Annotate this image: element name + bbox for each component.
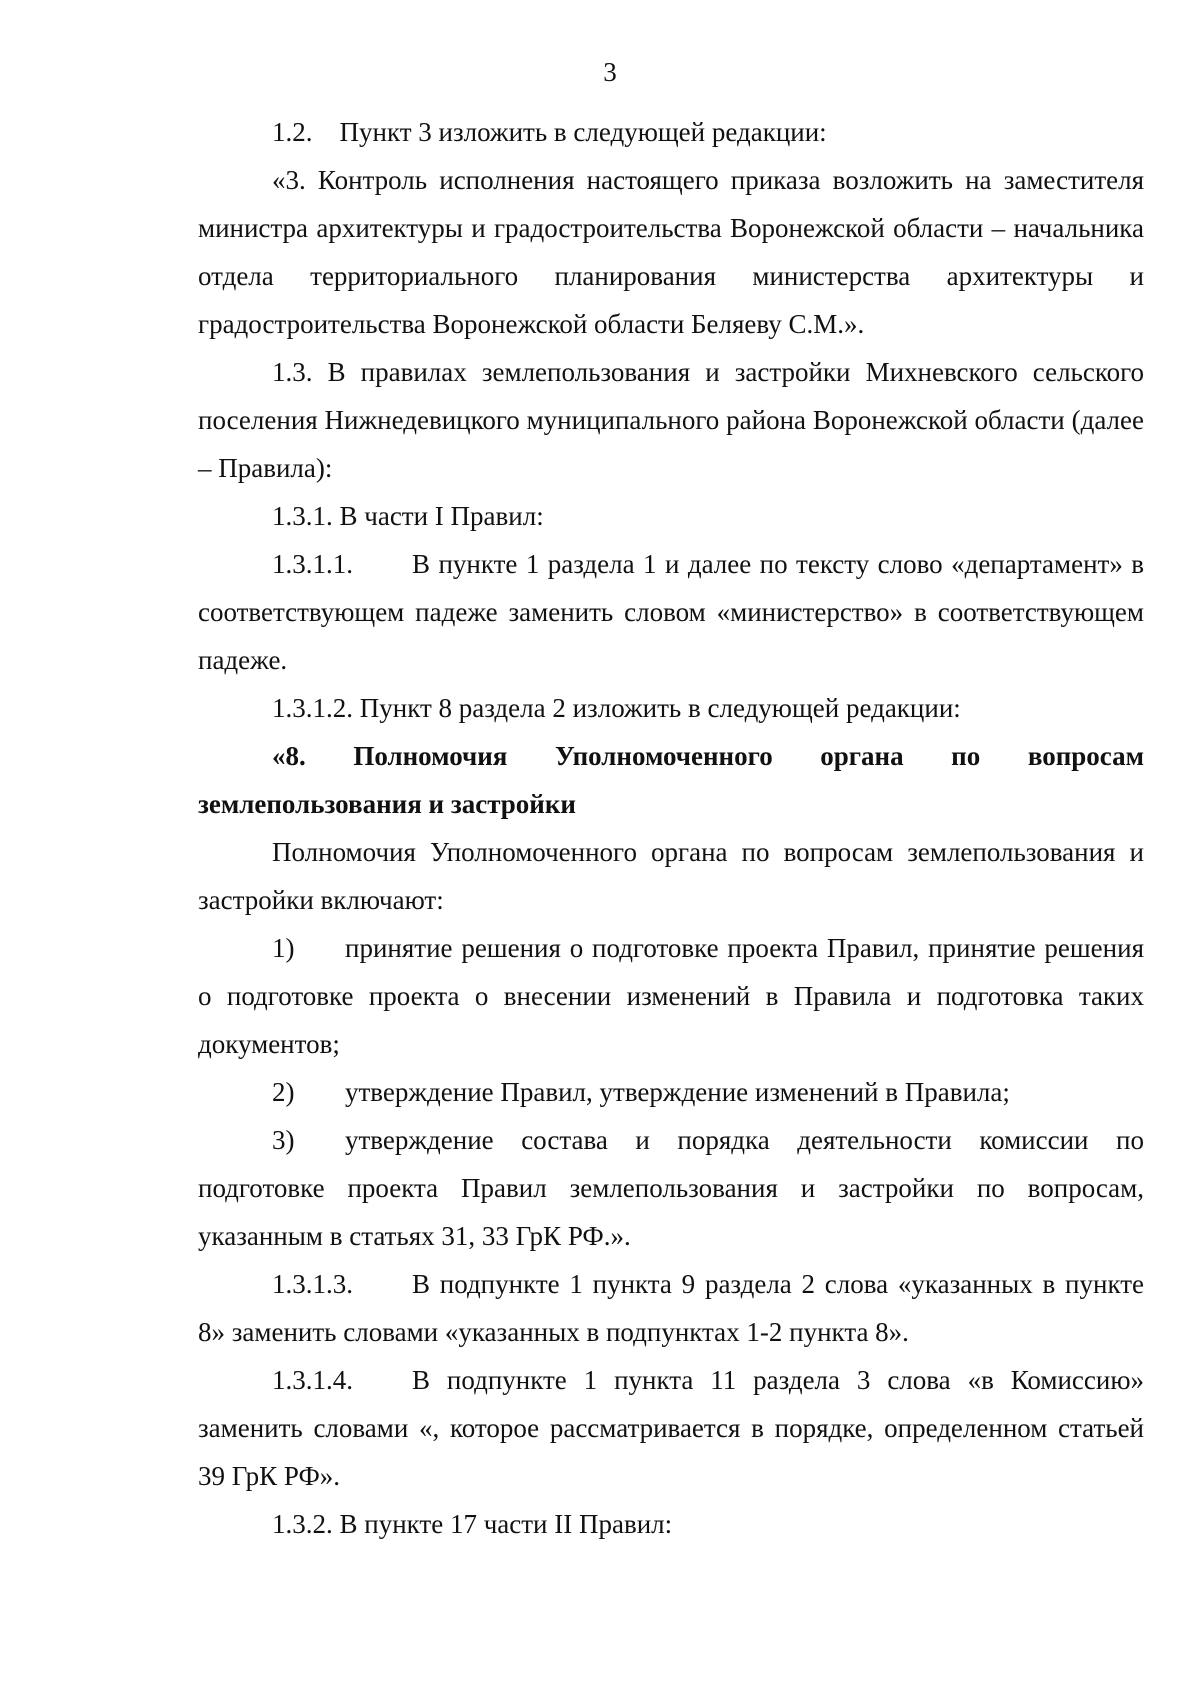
- paragraph-powers-intro: Полномочия Уполномоченного органа по вопросам землепользования и застройки включают:: [198, 837, 1144, 915]
- page-number: 3: [603, 57, 617, 87]
- paragraph-text: В подпункте 1 пункта 9 раздела 2 слова «указанных в пункте 8» заменить словами «указанных в подпунктах 1-2 пункта 8».: [198, 1269, 1144, 1347]
- section-heading-8: «8. Полномочия Уполномоченного органа по вопросам землепользования и застройки: [198, 741, 1144, 819]
- paragraph-1-3-2: 1.3.2. В пункте 17 части II Правил:: [272, 1509, 673, 1539]
- paragraph-text: В пункте 1 раздела 1 и далее по тексту слово «департамент» в соответствующем падеже заменить словом «министерство» в соответствующем падеже.: [198, 549, 1144, 675]
- paragraph-1-3-1-1: [198, 540, 1144, 684]
- list-text: принятие решения о подготовке проекта Правил, принятие решения о подготовке проекта о внесении изменений в Правила и подготовка таких документов;: [198, 933, 1144, 1059]
- list-item-2: [198, 1068, 1144, 1116]
- paragraph-number: 1.3.1.1.: [272, 549, 353, 579]
- document-body: [198, 108, 1144, 1548]
- paragraph-1-3-1-4: [198, 1356, 1144, 1500]
- list-number: 3): [272, 1125, 295, 1155]
- paragraph-1-3-1-2: 1.3.1.2. Пункт 8 раздела 2 изложить в следующей редакции:: [272, 693, 961, 723]
- list-item-1: [198, 924, 1144, 1068]
- paragraph-1-3-1-3: [198, 1260, 1144, 1356]
- paragraph-number: 1.3.1.3.: [272, 1269, 353, 1299]
- paragraph-1-2: 1.2. Пункт 3 изложить в следующей редакции:: [272, 117, 827, 147]
- list-text: утверждение Правил, утверждение изменений в Правила;: [345, 1077, 1010, 1107]
- list-item-3: [198, 1116, 1144, 1260]
- paragraph-text: В подпункте 1 пункта 11 раздела 3 слова «в Комиссию» заменить словами «, которое рассматривается в порядке, определенном статьей 39 ГрК РФ».: [198, 1365, 1144, 1491]
- paragraph-quote-3: «3. Контроль исполнения настоящего приказа возложить на заместителя министра архитектуры и градостроительства Воронежской области – начальника отдела территориального планирования министерства архитектуры и градостроительства Воронежской области Беляеву С.М.».: [198, 165, 1144, 339]
- list-number: 2): [272, 1077, 295, 1107]
- list-number: 1): [272, 933, 295, 963]
- list-text: утверждение состава и порядка деятельности комиссии по подготовке проекта Правил землепользования и застройки по вопросам, указанным в статьях 31, 33 ГрК РФ.».: [198, 1125, 1144, 1251]
- paragraph-number: 1.3.1.4.: [272, 1365, 353, 1395]
- paragraph-1-3: 1.3. В правилах землепользования и застройки Михневского сельского поселения Нижнедевицкого муниципального района Воронежской области (далее – Правила):: [198, 357, 1144, 483]
- paragraph-1-3-1: 1.3.1. В части I Правил:: [272, 501, 544, 531]
